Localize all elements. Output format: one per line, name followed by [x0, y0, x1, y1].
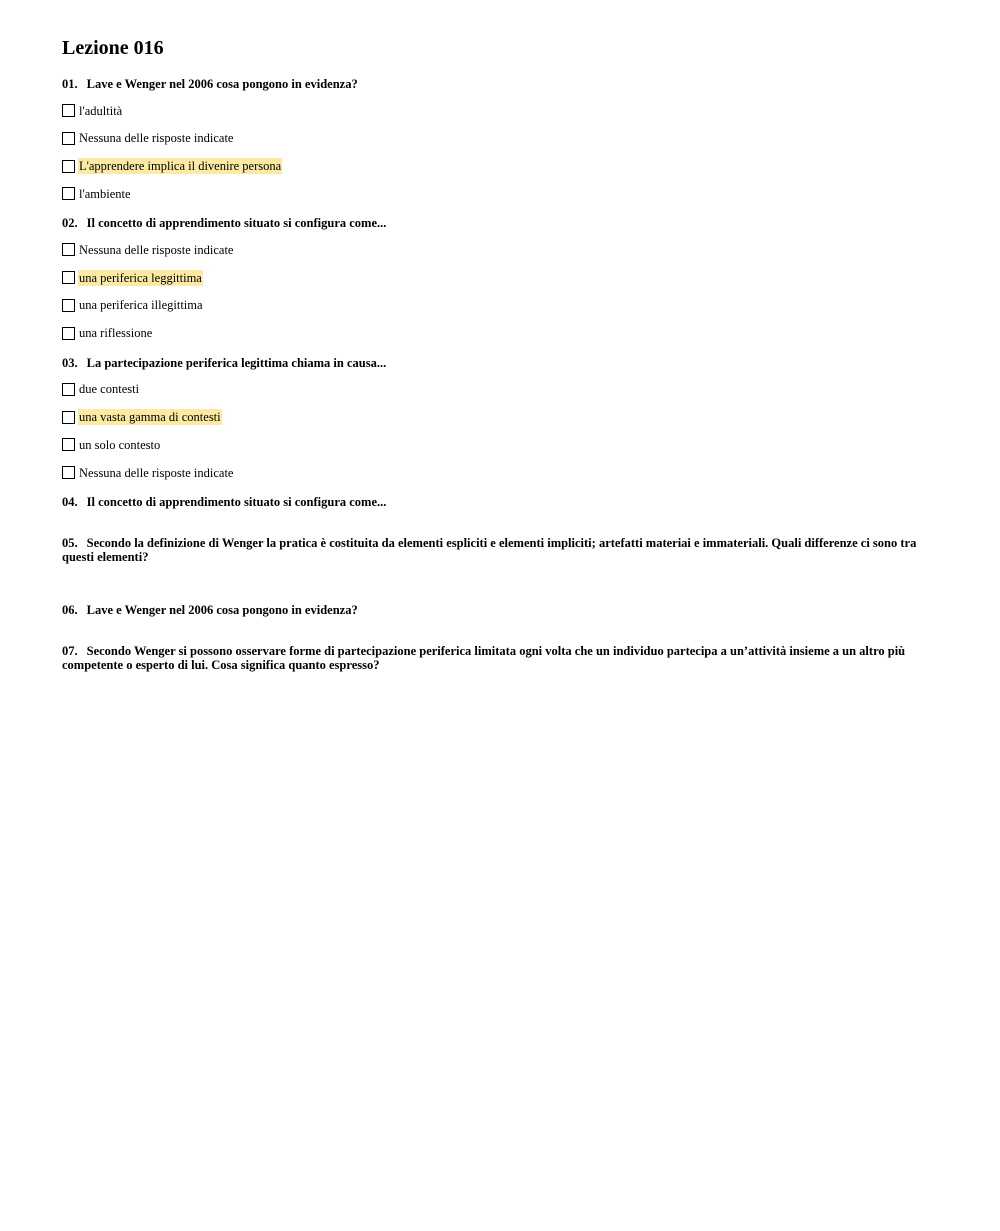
answer-checkbox[interactable]: [62, 383, 75, 396]
answer-checkbox[interactable]: [62, 411, 75, 424]
question-text: [62, 77, 930, 91]
question-03: [62, 356, 930, 481]
question-text: [62, 356, 930, 370]
answer-label-highlighted: una vasta gamma di contesti: [79, 410, 221, 425]
answer-label: Nessuna delle risposte indicate: [79, 131, 234, 146]
answer-checkbox[interactable]: [62, 160, 75, 173]
question-number: 04.: [62, 495, 78, 510]
spacer: [62, 564, 930, 603]
question-number: 06.: [62, 603, 78, 618]
spacer: [62, 617, 930, 644]
answer-label: due contesti: [79, 382, 140, 397]
question-05: [62, 536, 930, 564]
answer-option[interactable]: [62, 297, 930, 314]
page-title: Lezione 016: [62, 37, 164, 59]
question-label: Secondo Wenger si possono osservare forme di partecipazione periferica limitata ogni volta che un individuo partecipa a un’attività insieme a un altro più competente o esperto di lui. Cosa significa quanto espresso?: [62, 644, 906, 673]
answer-checkbox[interactable]: [62, 438, 75, 451]
answer-label: l'adultità: [79, 103, 123, 118]
question-label: Il concetto di apprendimento situato si configura come...: [86, 216, 387, 231]
question-text: [62, 644, 930, 672]
question-label: Lave e Wenger nel 2006 cosa pongono in evidenza?: [86, 77, 358, 91]
answer-option[interactable]: [62, 241, 930, 258]
answer-option-highlighted[interactable]: [62, 409, 930, 426]
answer-label: Nessuna delle risposte indicate: [79, 242, 234, 257]
answer-checkbox[interactable]: [62, 104, 75, 117]
answer-option[interactable]: [62, 185, 930, 202]
question-label: Il concetto di apprendimento situato si configura come...: [86, 495, 387, 510]
answer-checkbox[interactable]: [62, 299, 75, 312]
answer-checkbox[interactable]: [62, 466, 75, 479]
question-number: 03.: [62, 355, 78, 370]
answer-option-highlighted[interactable]: [62, 158, 930, 175]
answer-option[interactable]: [62, 464, 930, 481]
answer-option-highlighted[interactable]: [62, 269, 930, 286]
spacer: [62, 509, 930, 536]
answer-option[interactable]: [62, 325, 930, 342]
answer-label: Nessuna delle risposte indicate: [79, 465, 234, 480]
question-text: [62, 536, 930, 564]
answer-option[interactable]: [62, 130, 930, 147]
question-number: 07.: [62, 644, 78, 659]
question-01: [62, 77, 930, 202]
question-label: Secondo la definizione di Wenger la pratica è costituita da elementi espliciti e elementi impliciti; artefatti materiai e immateriali. Quali differenze ci sono tra questi elementi?: [62, 536, 917, 565]
question-number: 02.: [62, 216, 78, 231]
question-06: [62, 603, 930, 617]
answer-label: una riflessione: [79, 326, 153, 341]
answer-checkbox[interactable]: [62, 187, 75, 200]
question-text: [62, 495, 930, 509]
answer-label-highlighted: una periferica leggittima: [79, 270, 202, 285]
answer-checkbox[interactable]: [62, 243, 75, 256]
answer-option[interactable]: [62, 381, 930, 398]
question-text: [62, 216, 930, 230]
question-number: 05.: [62, 536, 78, 551]
answer-checkbox[interactable]: [62, 327, 75, 340]
answer-checkbox[interactable]: [62, 132, 75, 145]
answer-label-highlighted: L'apprendere implica il divenire persona: [79, 159, 282, 174]
question-text: [62, 603, 930, 617]
document-page: [62, 36, 930, 672]
question-02: [62, 216, 930, 341]
question-04: [62, 495, 930, 509]
answer-checkbox[interactable]: [62, 271, 75, 284]
question-label: La partecipazione periferica legittima chiama in causa...: [86, 355, 387, 370]
answer-option[interactable]: [62, 436, 930, 453]
answer-label: un solo contesto: [79, 437, 161, 452]
answer-label: l'ambiente: [79, 186, 131, 201]
answer-label: una periferica illegittima: [79, 298, 203, 313]
question-label: Lave e Wenger nel 2006 cosa pongono in evidenza?: [86, 603, 358, 618]
question-number: 01.: [62, 77, 78, 91]
answer-option[interactable]: [62, 102, 930, 119]
question-07: [62, 644, 930, 672]
